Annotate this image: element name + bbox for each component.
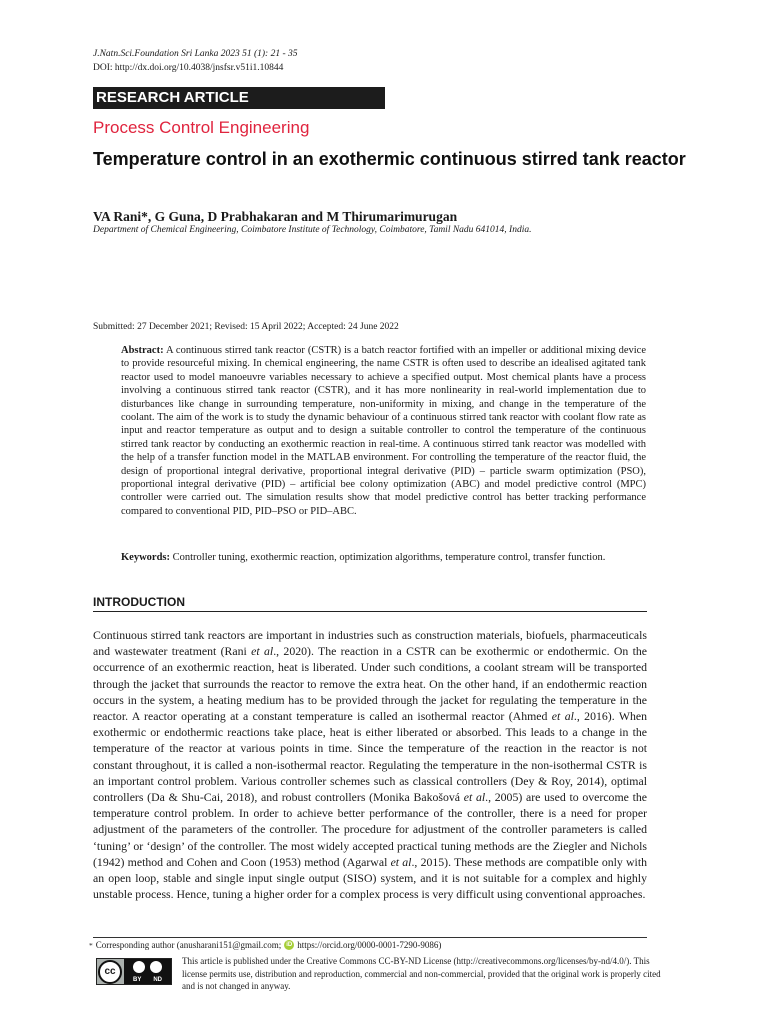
license-statement: This article is published under the Creative Commons CC-BY-ND License (http://creativecommons.org/licenses/by-nd/4.0/). This license permits use, distribution and reproduction, commercial and non-commercial, provided that the original work is properly cited and is not changed in anyway. bbox=[182, 956, 661, 991]
corresponding-author bbox=[89, 940, 441, 950]
abstract-label: Abstract: bbox=[121, 345, 164, 356]
intro-etal: et al bbox=[390, 854, 412, 869]
orcid-icon[interactable]: iD bbox=[286, 942, 293, 948]
intro-text: ., 2020). The reaction in a CSTR can be exothermic or endothermic. On the occurrence of an exothermic reaction, heat is liberated. Under such conditions, a coolant stream will be transported through the jacket that surrounds the reactor to remove the extra heat. On the other hand, if an endothermic reaction occurs in the system, a heating medium has to be provided through the jacket for regulating the temperature in the reactor. A reactor operating at a constant temperature is called an isothermal reactor (Ahmed bbox=[93, 644, 648, 724]
journal-header bbox=[93, 47, 298, 75]
person-icon bbox=[133, 961, 145, 973]
introduction-body bbox=[93, 627, 647, 902]
intro-text: ., 2005) are used to overcome the temperature control problem. In order to achieve better performance of the controller, there is a need for proper adjustment of the parameters of the controller. The procedure for adjustment of the controller parameters is called ‘tuning’ or ‘design’ of the controller. The most widely accepted practical tuning methods are the Ziegler and Nichols (1942) method and Cohen and Coon (1953) method (Agarwal bbox=[93, 790, 647, 869]
cc-icon: cc bbox=[98, 960, 122, 984]
footnote-star: * bbox=[89, 940, 93, 950]
equal-icon bbox=[150, 961, 162, 973]
abstract-text: A continuous stirred tank reactor (CSTR) is a batch reactor fortified with an impeller or additional mixing device to provide resourceful mixing. In chemical engineering, the name CSTR is often used to describe an idealised agitated tank reactor used to model manoeuvre variables necessary to achieve a specified output. Most chemical plants have a process involving a continuous stirred tank reactor (CSTR), and it has more nonlinearity in real-world implementation due to disturbances like change in surrounding temperature, non-uniformity in mixing, and change in the temperature of the coolant. The aim of the work is to study the dynamic behaviour of a continuous stirred tank reactor with coolant flow rate as input and reactor temperature as output and to design a suitable controller to control the temperature of the continuous stirred tank reactor by conducting an exothermic reaction in real-time. A continuous stirred tank reactor was modelled with the help of a transfer function model in the MATLAB environment. For controlling the temperature of the reactor fluid, the design of proportional integral derivative, proportional integral derivative (PID) – particle swarm optimization (PSO), proportional integral derivative (PID) – artificial bee colony optimization (ABC) and model predictive control (MPC) controller were carried out. The simulation results show that model predictive control has better tracking performance compared to conventional PID, PID–PSO or PID–ABC. bbox=[121, 345, 647, 517]
submission-dates: Submitted: 27 December 2021; Revised: 15 April 2022; Accepted: 24 June 2022 bbox=[93, 322, 399, 332]
footnote-divider bbox=[93, 937, 647, 938]
keywords-text: Controller tuning, exothermic reaction, optimization algorithms, temperature control, transfer function. bbox=[172, 552, 606, 563]
keywords-label: Keywords: bbox=[121, 552, 170, 563]
intro-text: ., 2015). These methods are compatible only with an open loop, stable and single input single output (SISO) system, and it is not suitable for a complex and highly unstable process. Hence, tuning a higher order for a complex process is very difficult using conventional approaches. bbox=[93, 854, 648, 902]
intro-etal: et al bbox=[251, 644, 274, 659]
abstract bbox=[121, 344, 646, 518]
introduction-heading: INTRODUCTION bbox=[93, 595, 185, 609]
section-label: Process Control Engineering bbox=[93, 118, 310, 137]
affiliation: Department of Chemical Engineering, Coimbatore Institute of Technology, Coimbatore, Tamil Nadu 641014, India. bbox=[93, 225, 532, 235]
cc-attributes bbox=[124, 959, 171, 984]
section-divider bbox=[93, 611, 647, 612]
journal-citation: J.Natn.Sci.Foundation Sri Lanka 2023 51 (1): 21 - 35 bbox=[93, 49, 298, 59]
intro-etal: et al bbox=[551, 709, 574, 724]
doi-link[interactable]: DOI: http://dx.doi.org/10.4038/jnsfsr.v51i1.10844 bbox=[93, 63, 284, 73]
corresponding-email[interactable]: Corresponding author (anusharani151@gmail.com; bbox=[95, 940, 282, 950]
cc-nd-label: ND bbox=[153, 977, 162, 983]
intro-text: Continuous stirred tank reactors are important in industries such as construction materials, biofuels, pharmaceuticals and wastewater treatment (Rani bbox=[93, 628, 647, 659]
paper-title: Temperature control in an exothermic continuous stirred tank reactor bbox=[93, 149, 686, 169]
cc-by-label: BY bbox=[132, 977, 142, 983]
orcid-link[interactable]: https://orcid.org/0000-0001-7290-9086) bbox=[297, 940, 442, 950]
authors: VA Rani*, G Guna, D Prabhakaran and M Thirumarimurugan bbox=[93, 209, 458, 224]
intro-etal: et al bbox=[463, 790, 486, 805]
article-type-banner: RESEARCH ARTICLE bbox=[93, 87, 385, 109]
cc-license-icon[interactable] bbox=[96, 958, 172, 985]
keywords bbox=[121, 551, 646, 564]
intro-text: ., 2016). When exothermic or endothermic reactions take place, heat is either liberated or absorbed. This leads to a change in the temperature of the reactor at various points in time. Since the temperature of the reaction in the reactor is not constant throughout, it is called a non-isothermal reactor. Regulating the temperature in the non-isothermal CSTR is an important control problem. Various controller schemes such as classical controllers (Dey & Roy, 2014), optimal controllers (Da & Shu-Cai, 2018), and robust controllers (Monika Bakošová bbox=[93, 709, 647, 805]
